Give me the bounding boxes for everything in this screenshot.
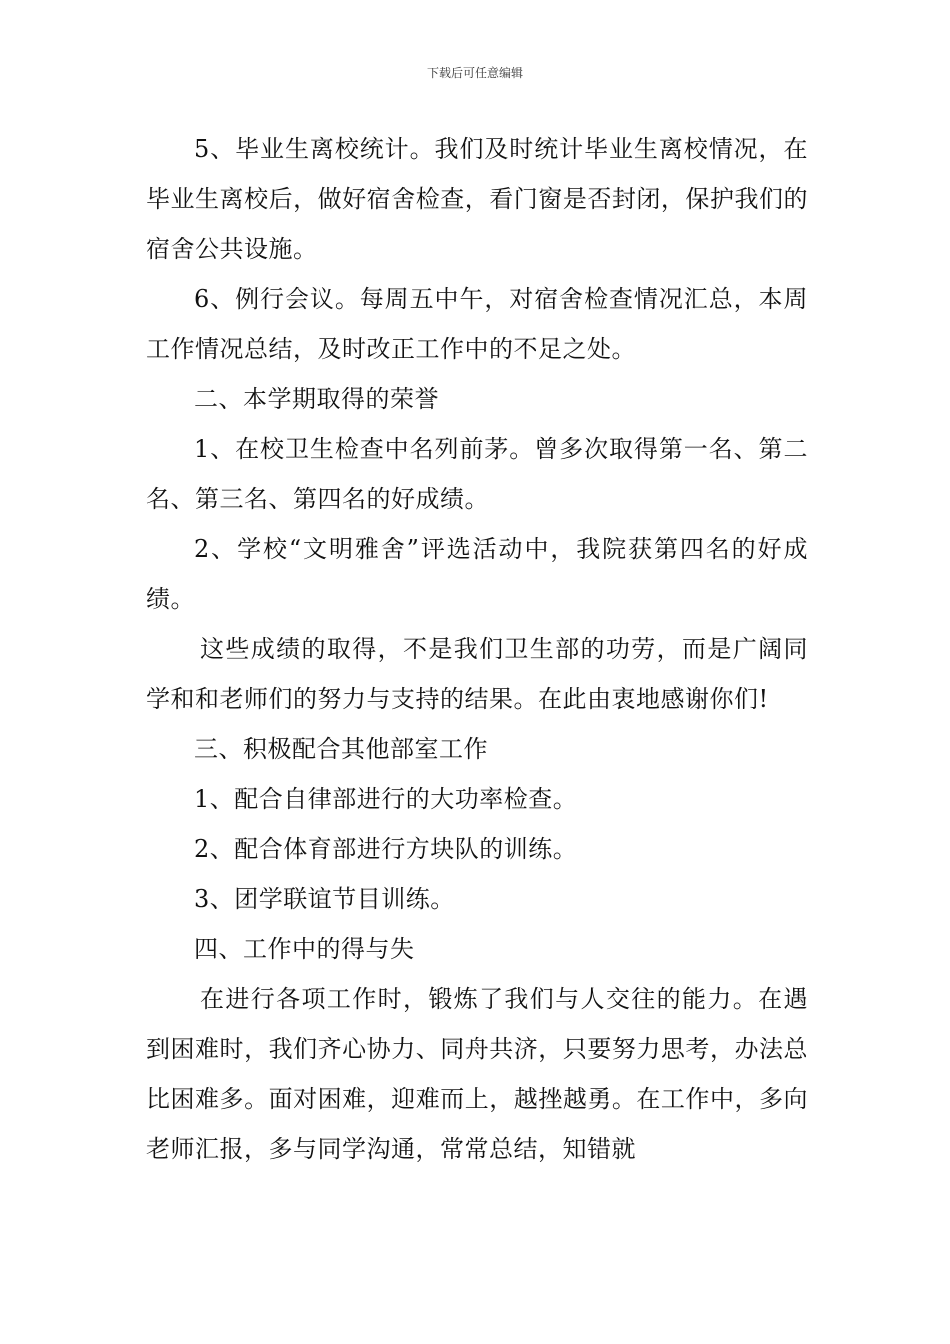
paragraph-thanks: 这些成绩的取得，不是我们卫生部的功劳，而是广阔同学和和老师们的努力与支持的结果。在此由衷地感谢你们! (146, 635, 808, 713)
document-body (146, 124, 808, 1174)
paragraph-routine-meeting: 6、例行会议。每周五中午，对宿舍检查情况汇总，本周工作情况总结，及时改正工作中的不足之处。 (146, 285, 808, 363)
paragraph-civilized-dorm: 2、学校“文明雅舍”评选活动中，我院获第四名的好成绩。 (146, 535, 808, 613)
paragraph-hygiene-inspection: 1、在校卫生检查中名列前茅。曾多次取得第一名、第二名、第三名、第四名的好成绩。 (146, 435, 808, 513)
paragraph-work-reflection: 在进行各项工作时，锻炼了我们与人交往的能力。在遇到困难时，我们齐心协力、同舟共济，只要努力思考，办法总比困难多。面对困难，迎难而上，越挫越勇。在工作中，多向老师汇报，多与同学沟通，常常总结，知错就 (146, 985, 808, 1163)
section-heading-honors: 二、本学期取得的荣誉 (194, 385, 439, 413)
page-header: 下载后可任意编辑 (426, 66, 523, 80)
paragraph-program-training: 3、团学联谊节目训练。 (194, 885, 455, 913)
paragraph-graduate-departure: 5、毕业生离校统计。我们及时统计毕业生离校情况，在毕业生离校后，做好宿舍检查，看门窗是否封闭，保护我们的宿舍公共设施。 (146, 135, 808, 263)
section-heading-gains-losses: 四、工作中的得与失 (194, 935, 415, 963)
section-heading-cooperation: 三、积极配合其他部室工作 (194, 735, 488, 763)
paragraph-block-team-training: 2、配合体育部进行方块队的训练。 (194, 835, 578, 863)
paragraph-power-inspection: 1、配合自律部进行的大功率检查。 (194, 785, 578, 813)
